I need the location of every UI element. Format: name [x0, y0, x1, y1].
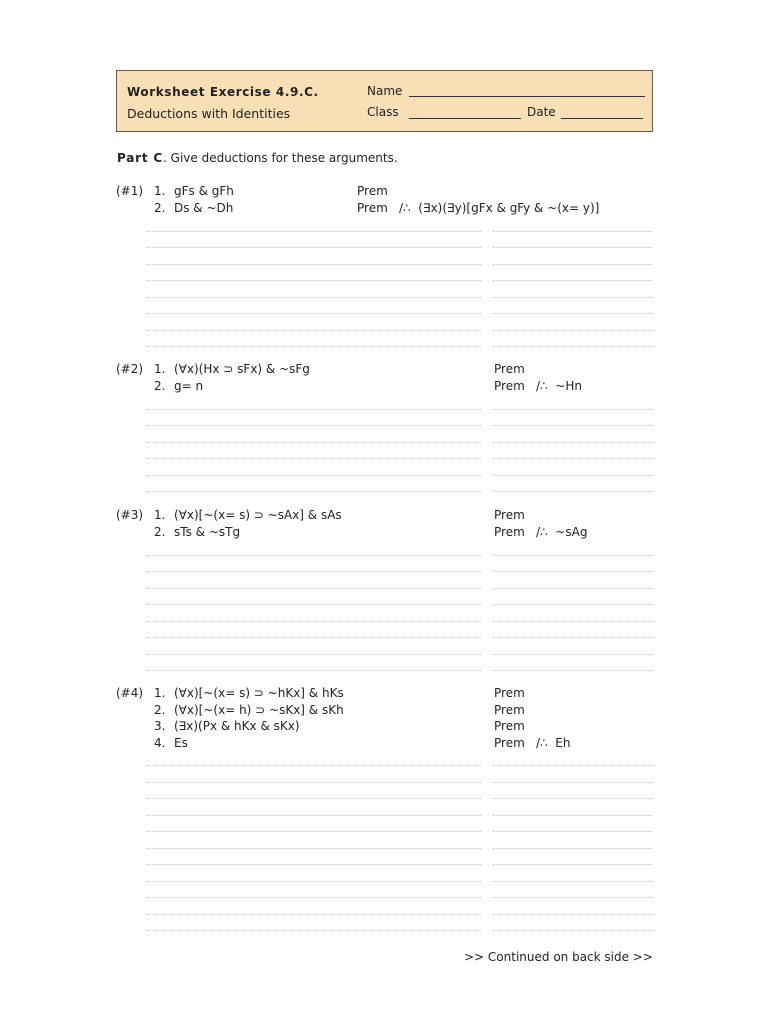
worksheet-title: Worksheet Exercise 4.9.C. [127, 85, 319, 99]
name-field[interactable] [409, 96, 645, 97]
continued-footer: >> Continued on back side >> [464, 950, 653, 964]
problem-2-line-1-num: 1. [154, 362, 166, 376]
answer-line-right[interactable] [493, 297, 653, 298]
answer-line-left[interactable] [147, 831, 481, 832]
answer-line-left[interactable] [147, 280, 481, 281]
answer-line-left[interactable] [147, 425, 481, 426]
problem-4-line-2-num: 2. [154, 703, 166, 717]
answer-line-right[interactable] [493, 654, 653, 655]
worksheet-subtitle: Deductions with Identities [127, 106, 291, 121]
answer-line-right[interactable] [493, 670, 653, 671]
problem-4-line-3-num: 3. [154, 719, 166, 733]
answer-line-right[interactable] [493, 782, 653, 783]
answer-line-left[interactable] [147, 930, 481, 931]
problem-4-line-2-formula: (∀x)[~(x= h) ⊃ ~sKx] & sKh [174, 703, 344, 717]
problem-1-line-1-formula: gFs & gFh [174, 184, 234, 198]
problem-4-line-3-just: Prem [494, 719, 525, 733]
answer-line-right[interactable] [493, 458, 653, 459]
answer-line-right[interactable] [493, 346, 653, 347]
answer-line-left[interactable] [147, 670, 481, 671]
answer-line-left[interactable] [147, 654, 481, 655]
answer-line-right[interactable] [493, 848, 653, 849]
problem-3-line-1-num: 1. [154, 508, 166, 522]
problem-4-line-4-just: Prem [494, 736, 525, 750]
answer-line-left[interactable] [147, 297, 481, 298]
answer-line-right[interactable] [493, 231, 653, 232]
answer-line-right[interactable] [493, 798, 653, 799]
answer-line-left[interactable] [147, 330, 481, 331]
problem-1-line-2-formula: Ds & ~Dh [174, 201, 234, 215]
answer-line-right[interactable] [493, 864, 653, 865]
name-label: Name [367, 84, 403, 98]
problem-2-line-2-formula: g= n [174, 379, 204, 393]
answer-line-left[interactable] [147, 782, 481, 783]
answer-line-right[interactable] [493, 930, 653, 931]
answer-line-right[interactable] [493, 313, 653, 314]
answer-line-left[interactable] [147, 555, 481, 556]
problem-2-line-1-just: Prem [494, 362, 525, 376]
problem-3-line-1-just: Prem [494, 508, 525, 522]
answer-line-right[interactable] [493, 330, 653, 331]
problem-3-conclusion: /∴ ~sAg [536, 525, 588, 539]
answer-line-left[interactable] [147, 313, 481, 314]
answer-line-left[interactable] [147, 897, 481, 898]
date-label: Date [527, 105, 556, 119]
answer-line-left[interactable] [147, 231, 481, 232]
answer-line-right[interactable] [493, 425, 653, 426]
problem-4-number: (#4) [116, 686, 144, 700]
answer-line-left[interactable] [147, 604, 481, 605]
answer-line-right[interactable] [493, 588, 653, 589]
part-instruction: . Give deductions for these arguments. [163, 151, 398, 165]
answer-line-left[interactable] [147, 864, 481, 865]
part-heading [117, 151, 398, 165]
problem-1-number: (#1) [116, 184, 144, 198]
problem-3-line-2-just: Prem [494, 525, 525, 539]
answer-line-right[interactable] [493, 571, 653, 572]
answer-line-right[interactable] [493, 491, 653, 492]
problem-1-line-2-just: Prem [357, 201, 388, 215]
answer-line-left[interactable] [147, 881, 481, 882]
problem-3-line-2-formula: sTs & ~sTg [174, 525, 241, 539]
problem-2-number: (#2) [116, 362, 144, 376]
problem-4-line-2-just: Prem [494, 703, 525, 717]
problem-4-conclusion: /∴ Eh [536, 736, 571, 750]
answer-line-right[interactable] [493, 765, 653, 766]
answer-line-left[interactable] [147, 346, 481, 347]
answer-line-left[interactable] [147, 475, 481, 476]
problem-2-conclusion: /∴ ~Hn [536, 379, 582, 393]
answer-line-left[interactable] [147, 765, 481, 766]
answer-line-left[interactable] [147, 798, 481, 799]
problem-4-line-1-just: Prem [494, 686, 525, 700]
answer-line-right[interactable] [493, 264, 653, 265]
class-field[interactable] [409, 118, 521, 119]
problem-3-line-1-formula: (∀x)[~(x= s) ⊃ ~sAx] & sAs [174, 508, 342, 522]
answer-line-right[interactable] [493, 621, 653, 622]
answer-line-right[interactable] [493, 914, 653, 915]
answer-line-left[interactable] [147, 815, 481, 816]
answer-line-left[interactable] [147, 247, 481, 248]
answer-line-left[interactable] [147, 442, 481, 443]
problem-4-line-4-formula: Es [174, 736, 188, 750]
problem-2-line-2-just: Prem [494, 379, 525, 393]
answer-line-right[interactable] [493, 637, 653, 638]
answer-line-right[interactable] [493, 280, 653, 281]
problem-4-line-1-num: 1. [154, 686, 166, 700]
answer-line-right[interactable] [493, 831, 653, 832]
answer-line-left[interactable] [147, 409, 481, 410]
answer-line-left[interactable] [147, 848, 481, 849]
answer-line-left[interactable] [147, 491, 481, 492]
problem-2-line-2-num: 2. [154, 379, 166, 393]
problem-3-number: (#3) [116, 508, 144, 522]
problem-4-line-3-formula: (∃x)(Px & hKx & sKx) [174, 719, 300, 733]
answer-line-left[interactable] [147, 264, 481, 265]
answer-line-left[interactable] [147, 588, 481, 589]
problem-1-line-2-num: 2. [154, 201, 166, 215]
answer-line-left[interactable] [147, 914, 481, 915]
answer-line-right[interactable] [493, 604, 653, 605]
problem-2-line-1-formula: (∀x)(Hx ⊃ sFx) & ~sFg [174, 362, 310, 376]
answer-line-left[interactable] [147, 637, 481, 638]
answer-line-left[interactable] [147, 571, 481, 572]
answer-line-right[interactable] [493, 815, 653, 816]
class-label: Class [367, 105, 399, 119]
answer-line-right[interactable] [493, 475, 653, 476]
answer-line-right[interactable] [493, 409, 653, 410]
worksheet-header [116, 70, 653, 132]
answer-line-right[interactable] [493, 897, 653, 898]
answer-line-right[interactable] [493, 247, 653, 248]
problem-1-line-1-num: 1. [154, 184, 166, 198]
answer-line-left[interactable] [147, 458, 481, 459]
date-field[interactable] [561, 118, 643, 119]
answer-line-right[interactable] [493, 881, 653, 882]
problem-1-conclusion: /∴ (∃x)(∃y)[gFx & gFy & ~(x= y)] [399, 201, 600, 215]
part-label: Part C [117, 151, 164, 165]
problem-1-line-1-just: Prem [357, 184, 388, 198]
answer-line-right[interactable] [493, 442, 653, 443]
answer-line-left[interactable] [147, 621, 481, 622]
problem-3-line-2-num: 2. [154, 525, 166, 539]
problem-4-line-1-formula: (∀x)[~(x= s) ⊃ ~hKx] & hKs [174, 686, 344, 700]
answer-line-right[interactable] [493, 555, 653, 556]
problem-4-line-4-num: 4. [154, 736, 166, 750]
